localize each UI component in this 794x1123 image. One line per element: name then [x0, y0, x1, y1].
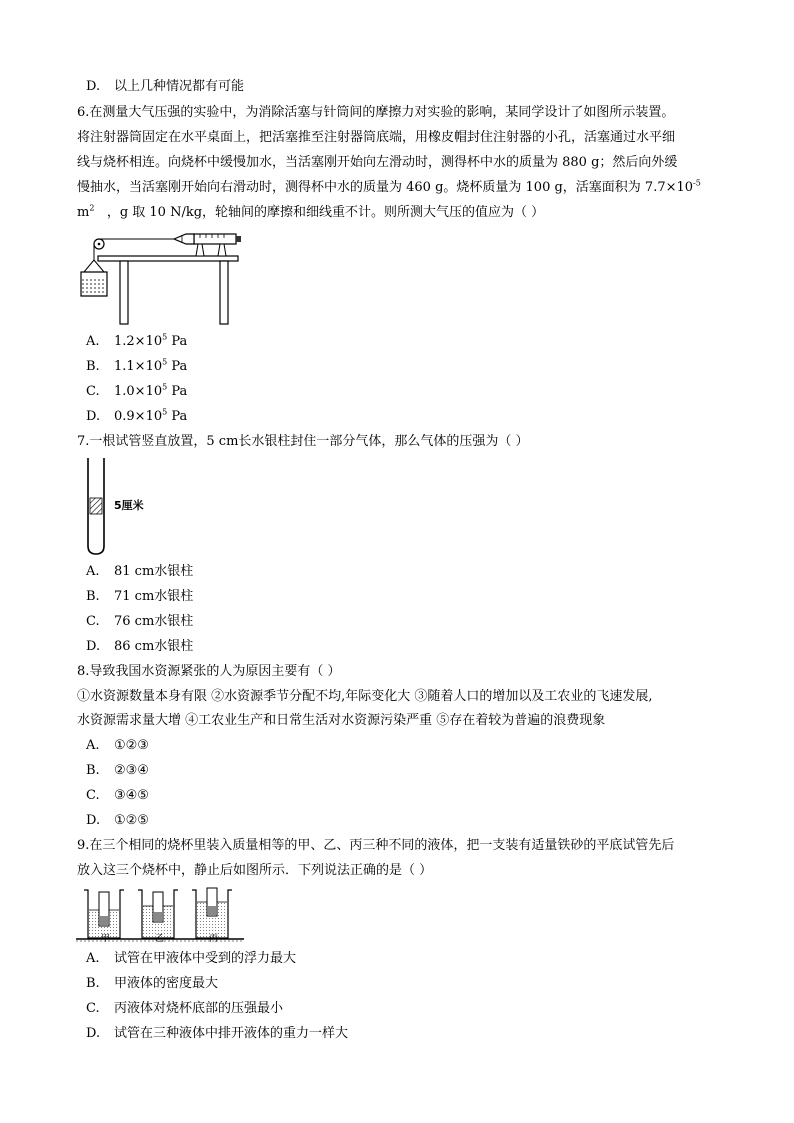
- option-text: 1.1×10: [114, 359, 163, 374]
- option-text: 76 cm水银柱: [114, 614, 194, 629]
- option-text: 86 cm水银柱: [114, 639, 194, 654]
- q6-stem-line-1: 6.在测量大气压强的实验中，为消除活塞与针筒间的摩擦力对实验的影响，某同学设计了如图所示装置。: [77, 105, 675, 120]
- option-letter: A.: [86, 738, 100, 753]
- option-letter: D.: [86, 1026, 101, 1041]
- option-letter: B.: [86, 976, 100, 991]
- q7-option-c: [86, 613, 193, 631]
- option-text: 71 cm水银柱: [114, 589, 194, 604]
- q9-stem-line-1: 9.在三个相同的烧杯里装入质量相等的甲、乙、丙三种不同的液体，把一支装有适量铁砂的平底试管先后: [77, 838, 675, 853]
- option-unit: Pa: [167, 359, 188, 374]
- option-text: 以上几种情况都有可能: [114, 79, 245, 94]
- q9-option-a: [86, 950, 296, 968]
- option-unit: Pa: [167, 384, 188, 399]
- q7-option-b: [86, 588, 193, 606]
- option-letter: B.: [86, 359, 100, 374]
- q6-unit-exponent: 2: [89, 203, 95, 213]
- option-text: 试管在甲液体中受到的浮力最大: [114, 951, 297, 966]
- q6-unit-m: m: [77, 205, 90, 220]
- beaker-label-1: 甲: [101, 934, 111, 944]
- q6-line5-text: ，g 取 10 N/kg，轮轴间的摩擦和细线重不计。则所测大气压的值应为（ ）: [106, 205, 545, 220]
- q6-stem-line-4: [77, 179, 701, 197]
- q6-option-d: [86, 408, 187, 426]
- option-text: 1.0×10: [114, 384, 163, 399]
- option-text: 0.9×10: [114, 409, 163, 424]
- option-letter: B.: [86, 763, 100, 778]
- q9-option-b: [86, 975, 218, 993]
- option-unit: Pa: [167, 409, 188, 424]
- q9-stem-line-2: 放入这三个烧杯中，静止后如图所示．下列说法正确的是（ ）: [77, 863, 433, 878]
- q6-apparatus-figure: [74, 226, 244, 328]
- option-text: ①②③: [114, 738, 149, 753]
- option-letter: D.: [86, 813, 101, 828]
- q8-option-b: [86, 762, 149, 780]
- option-letter: A.: [86, 951, 100, 966]
- q6-stem-line-2: 将注射器筒固定在水平桌面上，把活塞推至注射器筒底端，用橡皮帽封住注射器的小孔，活塞通过水平细: [77, 130, 676, 145]
- beaker-label-2: 乙: [155, 934, 165, 944]
- q7-stem: 7.一根试管竖直放置，5 cm长水银柱封住一部分气体，那么气体的压强为（ ）: [77, 434, 529, 449]
- q6-option-b: [86, 358, 187, 376]
- q6-line4-text: 慢抽水，当活塞刚开始向右滑动时，测得杯中水的质量为 460 g。烧杯质量为 100 g，活塞面积为 7.7×10: [77, 180, 694, 195]
- option-text: ①②⑤: [114, 813, 149, 828]
- q8-stem: 8.导致我国水资源紧张的人为原因主要有（ ）: [77, 664, 341, 679]
- q6-stem-line-3: 线与烧杯相连。向烧杯中缓慢加水，当活塞刚开始向左滑动时，测得杯中水的质量为 880 g；然后向外缓: [77, 155, 678, 170]
- option-text: ②③④: [114, 763, 149, 778]
- option-text: ③④⑤: [114, 788, 149, 803]
- option-letter: A.: [86, 564, 100, 579]
- q8-option-d: [86, 812, 149, 830]
- option-text: 丙液体对烧杯底部的压强最小: [114, 1001, 284, 1016]
- option-letter: B.: [86, 589, 100, 604]
- option-exponent: 5: [162, 407, 168, 417]
- option-exponent: 5: [162, 382, 168, 392]
- q6-exponent: -5: [693, 178, 701, 188]
- q8-option-c: [86, 787, 149, 805]
- option-letter: D.: [86, 79, 101, 94]
- q9-option-d: [86, 1025, 348, 1043]
- q6-stem-line-5: [77, 204, 544, 222]
- option-text: 甲液体的密度最大: [114, 976, 219, 991]
- q9-option-c: [86, 1000, 283, 1018]
- q5-option-d: [86, 78, 244, 96]
- option-letter: D.: [86, 639, 101, 654]
- q7-option-d: [86, 638, 193, 656]
- option-letter: C.: [86, 614, 100, 629]
- option-letter: C.: [86, 1001, 100, 1016]
- option-unit: Pa: [167, 334, 188, 349]
- q6-option-a: [86, 333, 187, 351]
- beaker-label-3: 丙: [209, 934, 219, 944]
- q6-option-c: [86, 383, 187, 401]
- option-exponent: 5: [162, 357, 168, 367]
- q8-option-a: [86, 737, 149, 755]
- option-text: 81 cm水银柱: [114, 564, 194, 579]
- option-text: 试管在三种液体中排开液体的重力一样大: [114, 1026, 349, 1041]
- option-letter: A.: [86, 334, 100, 349]
- option-text: 1.2×10: [114, 334, 163, 349]
- q8-statements-line-2: 水资源需求量大增 ④工农业生产和日常生活对水资源污染严重 ⑤存在着较为普遍的浪费现象: [77, 713, 606, 728]
- option-letter: C.: [86, 384, 100, 399]
- q7-figure-label: 5厘米: [114, 499, 144, 512]
- q7-option-a: [86, 563, 193, 581]
- option-letter: C.: [86, 788, 100, 803]
- q8-statements-line-1: ①水资源数量本身有限 ②水资源季节分配不均,年际变化大 ③随着人口的增加以及工农业的飞速发展,: [77, 689, 653, 704]
- option-letter: D.: [86, 409, 101, 424]
- option-exponent: 5: [162, 332, 168, 342]
